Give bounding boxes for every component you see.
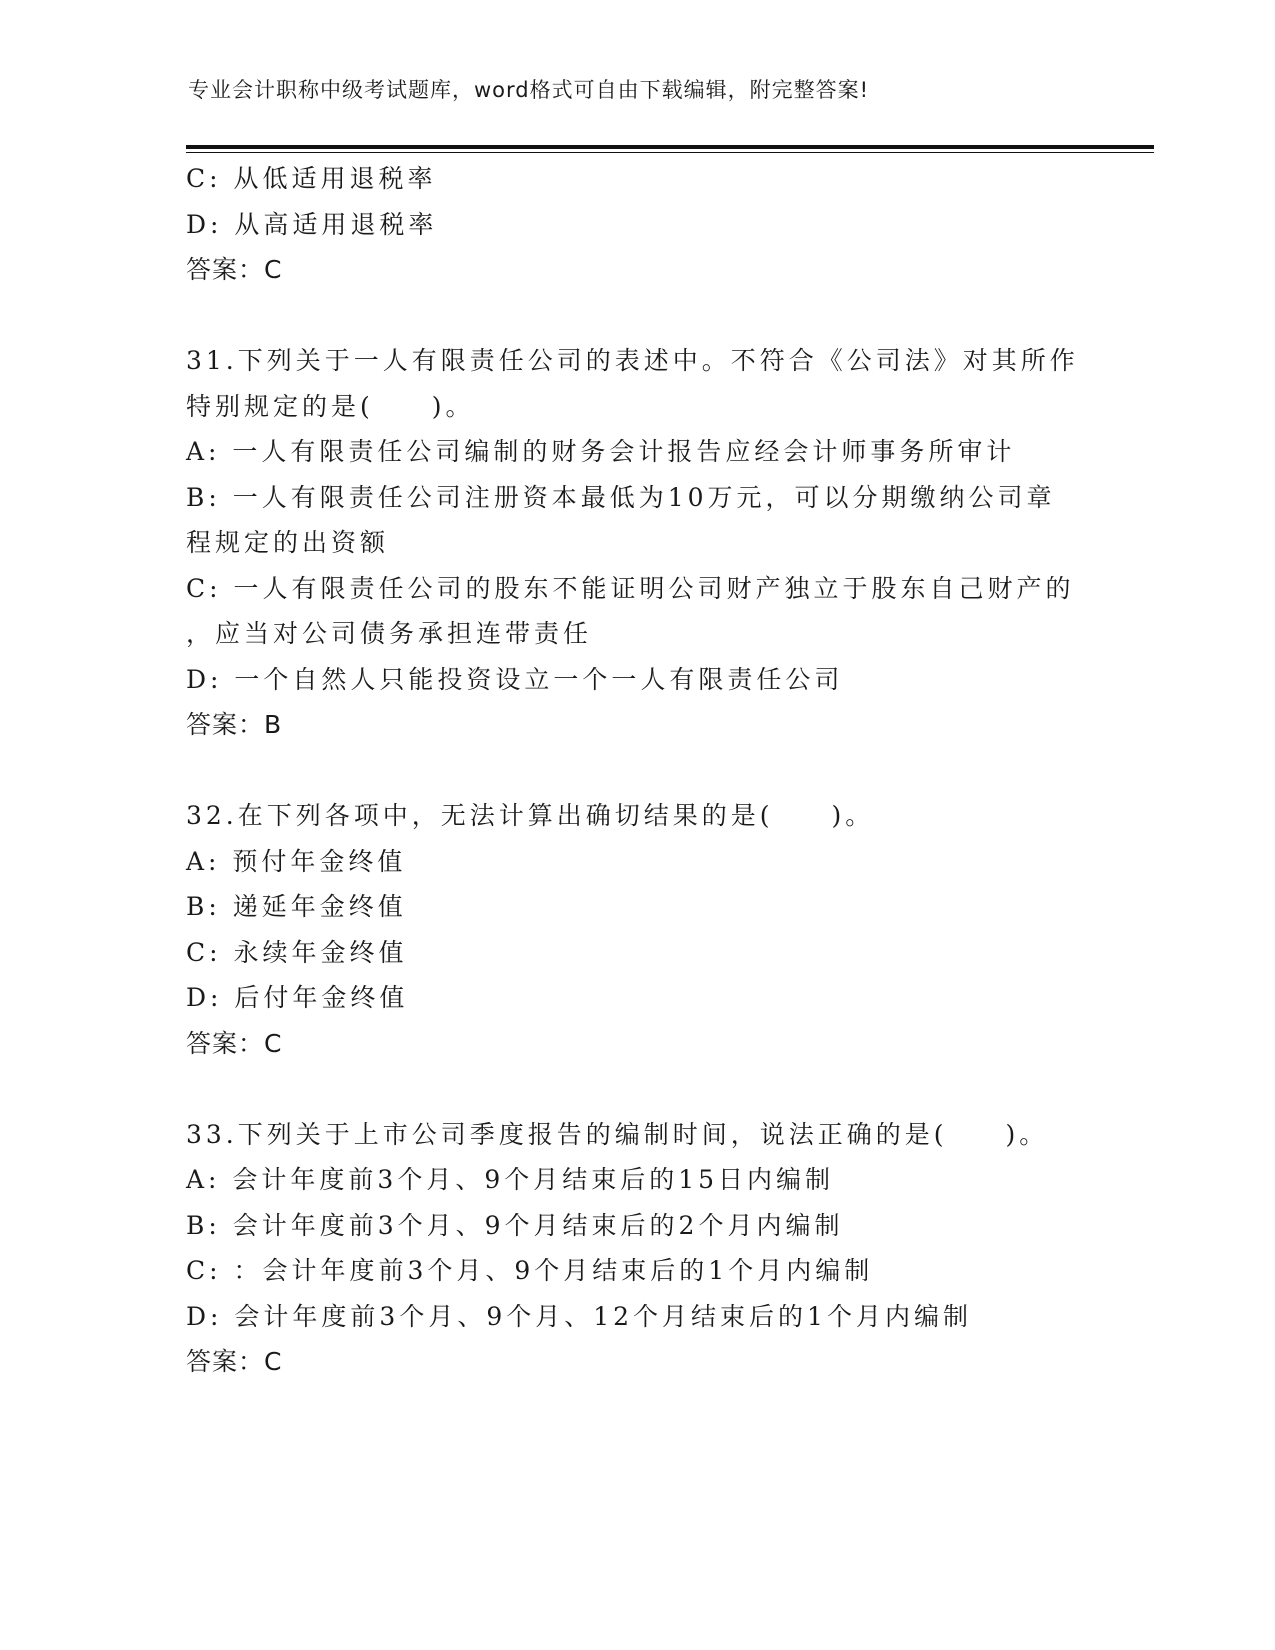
option-c: C: 从低适用退税率 [186,164,437,193]
option-b-cont: 程规定的出资额 [186,528,390,557]
option-a: A: 会计年度前3个月、9个月结束后的15日内编制 [186,1165,835,1194]
option-d: D: 会计年度前3个月、9个月、12个月结束后的1个月内编制 [186,1301,972,1331]
question-31 [186,338,1086,748]
header-rule-thin [186,152,1154,153]
spacer [186,748,1086,794]
question-33 [186,1112,1086,1385]
question-stem: 31.下列关于一人有限责任公司的表述中。不符合《公司法》对其所作 [186,346,1079,375]
answer-line: 答案：C [186,255,283,284]
spacer [186,293,1086,339]
question-32 [186,793,1086,1066]
option-c-cont: ，应当对公司债务承担连带责任 [186,619,593,648]
option-b: B: 一人有限责任公司注册资本最低为10万元，可以分期缴纳公司章 [186,482,1056,512]
option-a: A: 预付年金终值 [186,846,407,876]
option-d: D: 一个自然人只能投资设立一个一人有限责任公司 [186,664,844,694]
question-stem-cont: 特别规定的是( )。 [186,391,475,421]
answer-line: 答案：C [186,1347,283,1376]
answer-line: 答案：B [186,710,283,739]
question-stem: 33.下列关于上市公司季度报告的编制时间，说法正确的是( )。 [186,1119,1049,1149]
option-b: B: 递延年金终值 [186,892,407,921]
option-d: D: 后付年金终值 [186,983,409,1012]
spacer [186,1066,1086,1112]
option-b: B: 会计年度前3个月、9个月结束后的2个月内编制 [186,1210,844,1240]
document-body [186,156,1086,1385]
question-stem: 32.在下列各项中，无法计算出确切结果的是( )。 [186,801,875,830]
header-rule-thick [186,145,1154,149]
option-c: C: 永续年金终值 [186,937,408,967]
option-c: C: ：会计年度前3个月、9个月结束后的1个月内编制 [186,1256,874,1285]
answer-line: 答案：C [186,1028,283,1058]
option-a: A: 一人有限责任公司编制的财务会计报告应经会计师事务所审计 [186,437,1016,466]
page-header: 专业会计职称中级考试题库，word格式可自由下载编辑，附完整答案! [188,78,870,102]
option-c: C: 一人有限责任公司的股东不能证明公司财产独立于股东自己财产的 [186,573,1075,603]
prev-question-block [186,156,1086,293]
option-d: D: 从高适用退税率 [186,209,438,239]
